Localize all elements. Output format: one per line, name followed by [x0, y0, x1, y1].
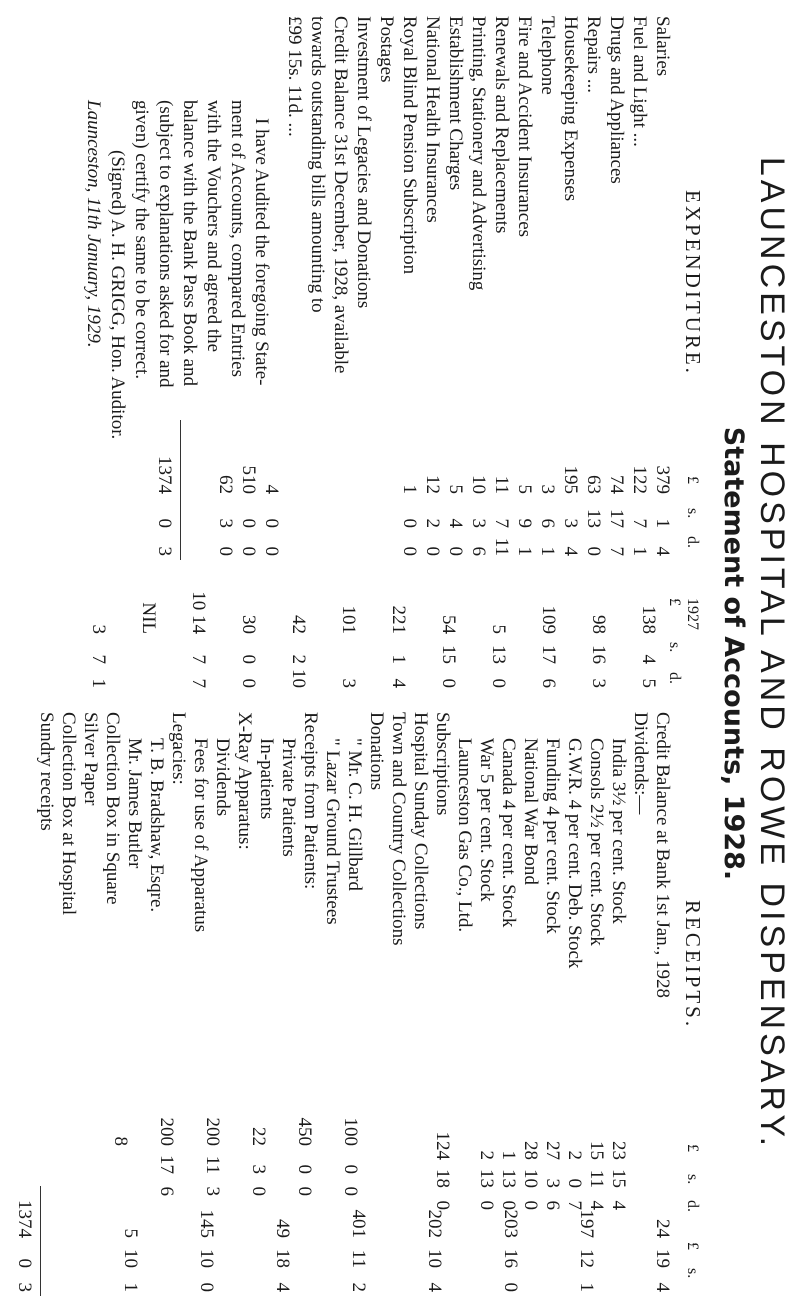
- page-title: LAUNCESTON HOSPITAL AND ROWE DISPENSARY.: [753, 156, 791, 1151]
- receipts-row: [57, 712, 79, 1292]
- prev-year-row: [287, 578, 309, 698]
- expenditure-pence: 11: [491, 537, 512, 556]
- prev-unit-pence: d.: [666, 672, 683, 684]
- expenditure-pounds: 1: [399, 484, 420, 494]
- total-pounds: 203: [500, 1209, 521, 1238]
- prev-year-row: [387, 578, 409, 698]
- receipts-shillings: 0: [564, 1178, 585, 1188]
- receipts-pence: 0: [476, 1200, 497, 1210]
- prev-year-row: [187, 578, 209, 698]
- expenditure-total-pence: 3: [154, 546, 175, 556]
- expenditure-pounds: 4: [261, 484, 282, 494]
- receipts-row: [453, 738, 475, 1292]
- expenditure-row: [559, 16, 581, 556]
- prev-unit-shilling: s.: [666, 642, 683, 653]
- prev-pounds: 42: [288, 615, 309, 634]
- receipts-pence: 4: [586, 1200, 607, 1210]
- receipts-shillings: 10: [520, 1169, 541, 1188]
- expenditure-shillings: 6: [537, 518, 558, 528]
- receipts-row: [79, 712, 101, 1292]
- expenditure-pence: 7: [606, 546, 627, 556]
- expenditure-row: [444, 16, 466, 556]
- prev-year-row: [487, 578, 509, 698]
- total-shillings: 10: [424, 1249, 445, 1268]
- expenditure-label: towards outstanding bills amounting to: [307, 16, 328, 313]
- receipts-row: [299, 712, 321, 1292]
- prev-shillings: 7: [188, 654, 209, 664]
- receipts-total-shillings: 0: [14, 1258, 35, 1268]
- expenditure-row: [628, 16, 650, 556]
- expenditure-pence: 0: [422, 546, 443, 556]
- expenditure-row: [582, 16, 604, 556]
- expenditure-pence: 0: [238, 546, 259, 556]
- total-shillings: 12: [576, 1249, 597, 1268]
- receipts-label: Dividends: [212, 738, 233, 817]
- prev-year-row: [137, 578, 159, 698]
- receipts-pence: 6: [542, 1200, 563, 1210]
- prev-pence: 10: [288, 669, 309, 688]
- receipts-label: War 5 per cent. Stock: [476, 738, 497, 902]
- receipts-label: Silver Paper: [80, 712, 101, 806]
- receipts-row: [519, 738, 541, 1292]
- receipts-label: Consols 2½ per cent. Stock: [586, 738, 607, 946]
- expenditure-label: Establishment Charges: [445, 16, 466, 191]
- inner-pounds: 450: [294, 1117, 315, 1146]
- receipts-row: [321, 738, 343, 1292]
- total-pounds: 202: [424, 1209, 445, 1238]
- expenditure-pence: 0: [399, 546, 420, 556]
- expenditure-row: [329, 16, 351, 556]
- receipts-total-line: [499, 1186, 521, 1296]
- expenditure-pounds: 10: [468, 475, 489, 494]
- expenditure-pence: 4: [652, 546, 673, 556]
- receipts-label: Private Patients: [278, 738, 299, 857]
- receipts-label: Donations: [366, 712, 387, 791]
- expenditure-row: [513, 16, 535, 556]
- expenditure-label: Fuel and Light ...: [629, 16, 650, 147]
- receipts-pounds: 2: [564, 1150, 585, 1160]
- prev-shillings: 15: [438, 645, 459, 664]
- expenditure-row: [306, 16, 328, 556]
- inner-pounds: 22: [248, 1127, 269, 1146]
- expenditure-pounds: 63: [583, 475, 604, 494]
- prev-pence: 3: [588, 678, 609, 688]
- expenditure-pence: 1: [514, 546, 535, 556]
- unit-pound: £: [684, 1144, 701, 1152]
- expenditure-pounds: 3: [537, 484, 558, 494]
- expenditure-shillings: 9: [514, 518, 535, 528]
- expenditure-shillings: 1: [652, 518, 673, 528]
- receipts-label: Fees for use of Apparatus: [190, 738, 211, 933]
- receipts-pence: 0: [498, 1200, 519, 1210]
- receipts-label: Funding 4 per cent. Stock: [542, 738, 563, 934]
- expenditure-total-shillings: 0: [154, 518, 175, 528]
- total-pence: 0: [196, 1282, 217, 1292]
- inner-shillings: 3: [248, 1164, 269, 1174]
- receipts-label: Canada 4 per cent. Stock: [498, 738, 519, 928]
- expenditure-shillings: 13: [583, 509, 604, 528]
- certificate-line: given) certify the same to be correct.: [131, 100, 152, 380]
- receipts-inner-row: [339, 1098, 361, 1198]
- receipts-pounds: 2: [476, 1150, 497, 1160]
- receipts-label: Receipts from Patients:: [300, 712, 321, 890]
- receipts-pence: 0: [520, 1200, 541, 1210]
- expenditure-shillings: 0: [399, 518, 420, 528]
- expenditure-label: Salaries: [652, 16, 673, 77]
- inner-pence: 3: [202, 1186, 223, 1196]
- inner-shillings: 0: [294, 1164, 315, 1174]
- prev-pence: 4: [388, 678, 409, 688]
- receipts-total-line: [119, 1186, 141, 1296]
- total-pence: 0: [500, 1282, 521, 1292]
- receipts-pence: 7: [564, 1200, 585, 1210]
- expenditure-total-pounds: 1374: [154, 456, 175, 494]
- inner-pence: 0: [340, 1186, 361, 1196]
- expenditure-row: [651, 16, 673, 556]
- prev-shillings: 4: [638, 654, 659, 664]
- certificate-line: ment of Accounts, compared Entries: [227, 100, 248, 378]
- prev-pounds: 221: [388, 605, 409, 634]
- expenditure-pence: 1: [629, 546, 650, 556]
- receipts-label: India 3½ per cent. Stock: [608, 738, 629, 924]
- prev-pounds: 138: [638, 605, 659, 634]
- total-pence: 2: [348, 1282, 369, 1292]
- unit-pence: d.: [684, 536, 701, 548]
- expenditure-label: Telephone: [537, 16, 558, 95]
- receipts-shillings: 3: [542, 1178, 563, 1188]
- unit-shilling: s.: [684, 1174, 701, 1185]
- receipts-row: [607, 738, 629, 1292]
- receipts-inner-row: [247, 1098, 269, 1198]
- prev-pounds: 10 14: [188, 591, 209, 634]
- receipts-row: [541, 738, 563, 1292]
- inner-pounds: 100: [340, 1117, 361, 1146]
- inner-shillings: 17: [156, 1155, 177, 1174]
- receipts-label: Credit Balance at Bank 1st Jan., 1928: [652, 712, 673, 998]
- prev-pence: 1: [88, 678, 109, 688]
- expenditure-shillings: 0: [238, 518, 259, 528]
- receipts-row: [145, 738, 167, 1292]
- prev-pence: 0: [438, 678, 459, 688]
- total-shillings: 19: [652, 1249, 673, 1268]
- prev-shillings: 0: [238, 654, 259, 664]
- total-pounds: 24: [652, 1219, 673, 1238]
- receipts-total-rule: [40, 1186, 41, 1296]
- inner-pounds: 8: [110, 1136, 131, 1146]
- receipts-pounds: 15: [586, 1141, 607, 1160]
- certificate-place-date: Launceston, 11th January, 1929.: [83, 100, 104, 348]
- prev-pounds: 101: [338, 605, 359, 634]
- expenditure-pence: 4: [560, 546, 581, 556]
- receipts-shillings: 18: [432, 1169, 453, 1188]
- inner-pounds: 200: [202, 1117, 223, 1146]
- expenditure-pounds: 5: [514, 484, 535, 494]
- inner-pence: 0: [294, 1186, 315, 1196]
- prev-year-row: [87, 578, 109, 698]
- prev-shillings: 17: [538, 645, 559, 664]
- unit-pence: d.: [684, 1200, 701, 1212]
- prev-pence: 3: [338, 678, 359, 688]
- receipts-inner-row: [109, 1098, 131, 1198]
- expenditure-pounds: 510: [238, 465, 259, 494]
- expenditure-pounds: 11: [491, 475, 512, 494]
- expenditure-pounds: 195: [560, 465, 581, 494]
- inner-pence: 6: [156, 1186, 177, 1196]
- receipts-row: [475, 738, 497, 1292]
- total-pounds: 401: [348, 1209, 369, 1238]
- receipts-pounds: 124: [432, 1131, 453, 1160]
- receipts-label: " Mr. C. H. Gillbard: [344, 738, 365, 891]
- expenditure-pounds: 12: [422, 475, 443, 494]
- receipts-total-line: [347, 1186, 369, 1296]
- receipts-pounds: 1: [498, 1150, 519, 1160]
- receipts-label: G.W.R. 4 per cent. Deb. Stock: [564, 738, 585, 969]
- expenditure-pounds: 62: [215, 475, 236, 494]
- expenditure-pence: 0: [583, 546, 604, 556]
- receipts-row: [629, 712, 651, 1292]
- expenditure-shillings: 2: [422, 518, 443, 528]
- receipts-pounds: 28: [520, 1141, 541, 1160]
- receipts-pounds: 27: [542, 1141, 563, 1160]
- receipts-inner-row: [155, 1098, 177, 1198]
- total-pence: 1: [120, 1282, 141, 1292]
- receipts-label: Hospital Sunday Collections: [410, 712, 431, 930]
- expenditure-shillings: 3: [215, 518, 236, 528]
- receipts-label: Subscriptions: [432, 712, 453, 816]
- expenditure-shillings: 0: [261, 518, 282, 528]
- receipts-total-line: [651, 1186, 673, 1296]
- receipts-label: T. B. Bradshaw, Esqre.: [146, 738, 167, 913]
- total-pence: 4: [652, 1282, 673, 1292]
- prev-pounds: 54: [438, 615, 459, 634]
- prev-year-row: [587, 578, 609, 698]
- expenditure-pence: 6: [468, 546, 489, 556]
- receipts-label: Legacies:: [168, 712, 189, 785]
- prev-shillings: 2: [288, 654, 309, 664]
- receipts-label: Collection Box in Square: [102, 712, 123, 905]
- prev-year-label: 1927: [684, 598, 701, 630]
- prev-pence: 5: [638, 678, 659, 688]
- auditor-signature: (Signed) A. H. GRIGG, Hon. Auditor.: [107, 150, 128, 440]
- receipts-label: Town and Country Collections: [388, 712, 409, 946]
- prev-pounds: 30: [238, 615, 259, 634]
- certificate-line: (subject to explanations asked for and: [155, 100, 176, 388]
- prev-year-row: [537, 578, 559, 698]
- prev-pounds: NIL: [138, 602, 159, 634]
- receipts-label: In-patients: [256, 738, 277, 820]
- total-shillings: 10: [120, 1249, 141, 1268]
- receipts-total-line: [195, 1186, 217, 1296]
- expenditure-pence: 0: [215, 546, 236, 556]
- unit-pound: £: [684, 476, 701, 484]
- expenditure-row: [352, 16, 374, 556]
- inner-shillings: 11: [202, 1155, 223, 1174]
- expenditure-label: Postages: [376, 16, 397, 83]
- total-pounds: 145: [196, 1209, 217, 1238]
- total-pence: 1: [576, 1282, 597, 1292]
- total-shillings: 18: [272, 1249, 293, 1268]
- receipts-shillings: 11: [586, 1169, 607, 1188]
- expenditure-label: Printing, Stationery and Advertising: [468, 16, 489, 291]
- prev-shillings: 16: [588, 645, 609, 664]
- inner-pence: 0: [248, 1186, 269, 1196]
- prev-shillings: 13: [488, 645, 509, 664]
- expenditure-label: Fire and Accident Insurances: [514, 16, 535, 238]
- expenditure-pounds: 379: [652, 465, 673, 494]
- prev-pounds: 5: [488, 624, 509, 634]
- receipts-inner-row: [201, 1098, 223, 1198]
- total-shillings: 16: [500, 1249, 521, 1268]
- receipts-label: X-Ray Apparatus:: [234, 712, 255, 850]
- expenditure-row: [605, 16, 627, 556]
- certificate-line: balance with the Bank Pass Book and: [179, 100, 200, 387]
- total-shillings: 11: [348, 1249, 369, 1268]
- expenditure-label: Housekeeping Expenses: [560, 16, 581, 202]
- expenditure-shillings: 4: [445, 518, 466, 528]
- prev-year-row: [337, 578, 359, 698]
- total-pounds: 197: [576, 1209, 597, 1238]
- receipts-label: National War Bond: [520, 738, 541, 885]
- certificate-line: I have Audited the foregoing State-: [251, 118, 272, 386]
- expenditure-shillings: 7: [491, 518, 512, 528]
- receipts-total-pence: 3: [14, 1282, 35, 1292]
- page-subtitle: Statement of Accounts, 1928.: [718, 426, 749, 881]
- prev-year-row: [237, 578, 259, 698]
- prev-pence: 7: [188, 678, 209, 688]
- total-pounds: 49: [272, 1219, 293, 1238]
- receipts-row: [233, 712, 255, 1292]
- expenditure-row: [375, 16, 397, 556]
- receipts-row: [387, 712, 409, 1292]
- prev-pounds: 3: [88, 624, 109, 634]
- prev-shillings: 7: [88, 654, 109, 664]
- expenditure-label: Drugs and Appliances: [606, 16, 627, 184]
- inner-pounds: 200: [156, 1117, 177, 1146]
- prev-pence: 6: [538, 678, 559, 688]
- expenditure-row: [467, 16, 489, 556]
- expenditure-label: Repairs ...: [583, 16, 604, 94]
- expenditure-row: [421, 16, 443, 556]
- prev-year-row: [637, 578, 659, 698]
- expenditure-label: National Health Insurances: [422, 16, 443, 223]
- expenditure-label: Credit Balance 31st December, 1928, available: [330, 16, 351, 374]
- receipts-pence: 4: [608, 1200, 629, 1210]
- expenditure-pence: 0: [261, 546, 282, 556]
- receipts-row: [167, 712, 189, 1292]
- receipts-total-line: [423, 1186, 445, 1296]
- receipts-shillings: 13: [476, 1169, 497, 1188]
- expenditure-row: [283, 16, 305, 556]
- receipts-pounds: 23: [608, 1141, 629, 1160]
- prev-pounds: 109: [538, 605, 559, 634]
- expenditure-label: Investment of Legacies and Donations: [353, 16, 374, 309]
- total-pence: 4: [272, 1282, 293, 1292]
- total-shillings: 10: [196, 1249, 217, 1268]
- receipts-heading: RECEIPTS.: [681, 900, 705, 1030]
- unit-shilling: s.: [684, 508, 701, 519]
- expenditure-pence: 1: [537, 546, 558, 556]
- prev-pence: 0: [488, 678, 509, 688]
- prev-unit-pound: £: [666, 598, 683, 606]
- expenditure-pounds: 122: [629, 465, 650, 494]
- inner-shillings: 0: [340, 1164, 361, 1174]
- expenditure-label: Royal Blind Pension Subscription: [399, 16, 420, 275]
- prev-pounds: 98: [588, 615, 609, 634]
- expenditure-row: [398, 16, 420, 556]
- expenditure-shillings: 7: [629, 518, 650, 528]
- receipts-label: " Lazar Ground Trustees: [322, 738, 343, 925]
- receipts-total-pounds: 1374: [14, 1200, 35, 1238]
- expenditure-shillings: 17: [606, 509, 627, 528]
- expenditure-heading: EXPENDITURE.: [681, 190, 705, 376]
- receipts-label: Dividends:—: [630, 712, 651, 815]
- prev-shillings: 1: [388, 654, 409, 664]
- expenditure-pounds: 5: [445, 484, 466, 494]
- prev-year-row: [437, 578, 459, 698]
- receipts-total-line: [271, 1186, 293, 1296]
- expenditure-pence: 0: [445, 546, 466, 556]
- expenditure-pounds: 74: [606, 475, 627, 494]
- receipts-inner-row: [293, 1098, 315, 1198]
- prev-pence: 0: [238, 678, 259, 688]
- receipts-label: Mr. James Butler: [124, 738, 145, 869]
- receipts-pence: 0: [432, 1200, 453, 1210]
- receipts-shillings: 15: [608, 1169, 629, 1188]
- expenditure-shillings: 3: [468, 518, 489, 528]
- expenditure-label: £99 15s. 11d. ...: [284, 16, 305, 137]
- receipts-row: [35, 712, 57, 1292]
- expenditure-label: Renewals and Replacements: [491, 16, 512, 234]
- receipts-label: Sundry receipts: [36, 712, 57, 831]
- total-pence: 4: [424, 1282, 445, 1292]
- receipts-label: Launceston Gas Co., Ltd.: [454, 738, 475, 933]
- unit-shilling-total: s.: [684, 1268, 701, 1279]
- expenditure-row: [490, 16, 512, 556]
- expenditure-shillings: 3: [560, 518, 581, 528]
- total-pounds: 5: [120, 1228, 141, 1238]
- expenditure-row: [536, 16, 558, 556]
- receipts-total-line: [575, 1186, 597, 1296]
- unit-pound-total: £: [684, 1242, 701, 1250]
- certificate-line: with the Vouchers and agreed the: [203, 100, 224, 353]
- receipts-shillings: 13: [498, 1169, 519, 1188]
- receipts-label: Collection Box at Hospital: [58, 712, 79, 916]
